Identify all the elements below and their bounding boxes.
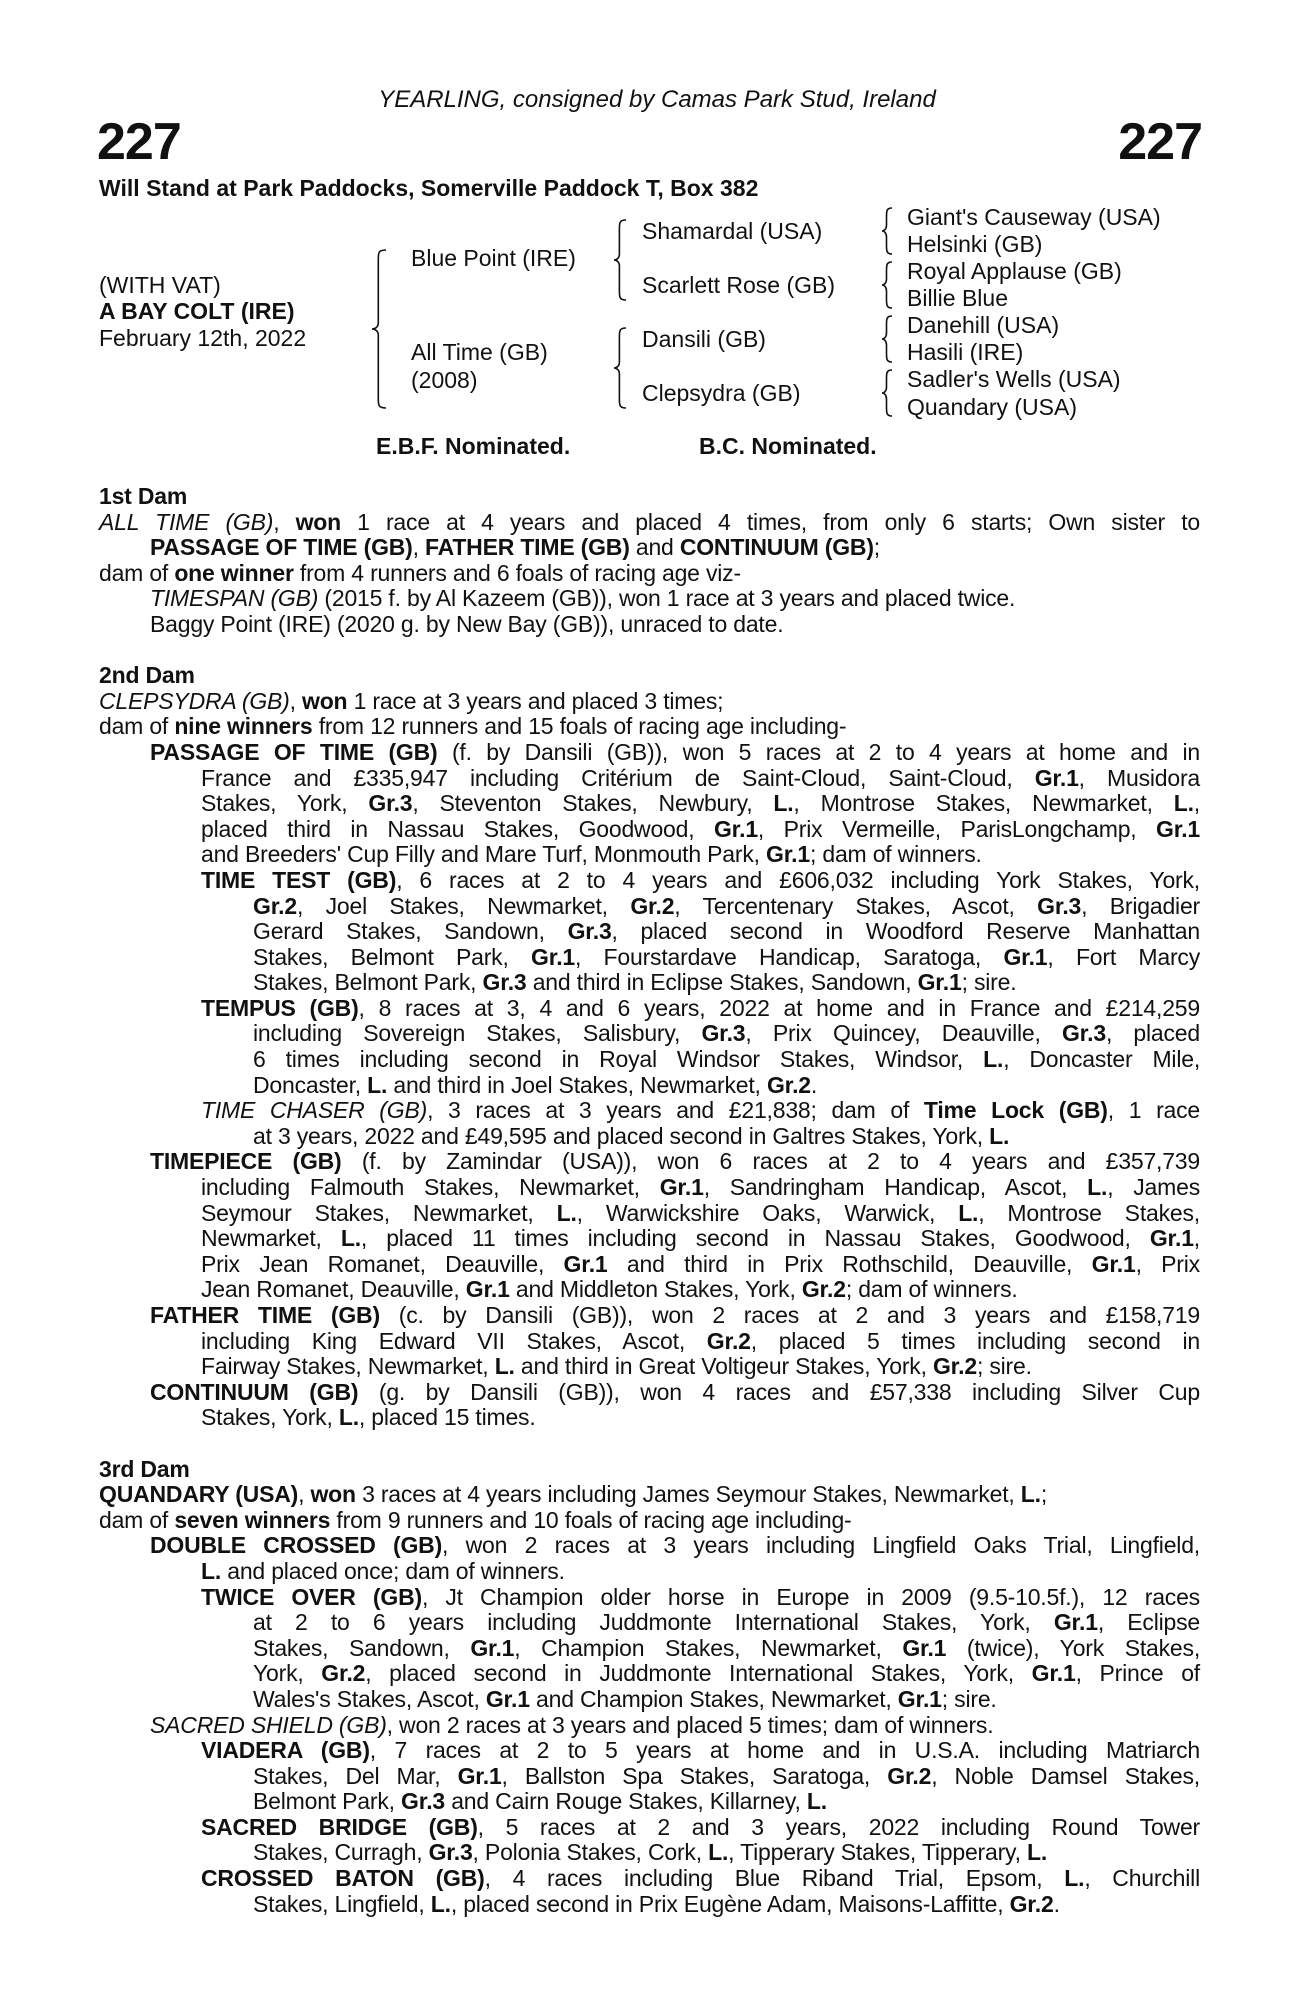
text-run: 1 race at 3 years and placed 3 times;: [347, 687, 724, 714]
lot-number-right: 227: [1118, 113, 1202, 171]
sire-sire: Shamardal (USA): [642, 218, 823, 244]
text-run: placed third in Nassau Stakes, Goodwood,: [201, 815, 714, 842]
text-line: [99, 689, 1200, 715]
text-run: , placed 5 times including second in: [750, 1327, 1201, 1354]
text-run: 3 races at 4 years including James Seymour Stakes, Newmarket,: [355, 1481, 1021, 1508]
text-run: (2015 f. by Al Kazeem (GB)), won 1 race at 3 years and placed twice.: [318, 585, 1016, 612]
text-run: ; dam of winners.: [845, 1276, 1018, 1303]
bold-text: VIADERA (GB): [201, 1737, 370, 1764]
text-line: [150, 1149, 1200, 1175]
bold-text: CROSSED BATON (GB): [201, 1865, 485, 1892]
text-run: Baggy Point (IRE) (2020 g. by New Bay (GB)), unraced to date.: [150, 610, 784, 637]
bold-text: Gr.1: [1003, 943, 1048, 970]
lot-name: A BAY COLT (IRE): [99, 298, 295, 324]
text-run: and Middleton Stakes, York,: [509, 1276, 802, 1303]
text-run: , 7 races at 2 to 5 years at home and in U.S.A. including Matriarch: [369, 1737, 1200, 1764]
bold-text: L.: [1027, 1839, 1048, 1866]
dam: All Time (GB): [411, 339, 548, 365]
sire: Blue Point (IRE): [411, 245, 576, 271]
bold-text: Gr.2: [1009, 1890, 1054, 1917]
bold-text: L.: [1087, 1174, 1108, 1201]
bold-text: L.: [367, 1071, 388, 1098]
produce-entry: [0, 1149, 1314, 1303]
text-run: Seymour Stakes, Newmarket,: [201, 1199, 557, 1226]
text-run: , Warwickshire Oaks, Warwick,: [576, 1199, 959, 1226]
bold-text: FATHER TIME (GB): [425, 534, 630, 561]
gen4-ancestor: Billie Blue: [907, 285, 1008, 311]
text-line: [253, 970, 1200, 996]
italic-text: CLEPSYDRA (GB): [99, 687, 290, 714]
text-line: [253, 1687, 1200, 1713]
text-line: [253, 1021, 1200, 1047]
text-run: , Joel Stakes, Newmarket,: [296, 892, 631, 919]
text-run: , Fourstardave Handicap, Saratoga,: [575, 943, 1004, 970]
text-run: , 6 races at 2 to 4 years and £606,032 including York Stakes, York,: [396, 866, 1200, 893]
text-run: ;: [1040, 1481, 1048, 1508]
text-run: , Jt Champion older horse in Europe in 2009 (9.5-10.5f.), 12 races: [421, 1583, 1200, 1610]
text-line: [201, 1329, 1200, 1355]
text-line: [253, 1764, 1200, 1790]
bold-text: L.: [1173, 790, 1194, 817]
text-run: Stakes, Belmont Park,: [253, 969, 483, 996]
text-run: , placed: [1105, 1020, 1200, 1047]
bold-text: Gr.2: [253, 892, 297, 919]
ebf-nomination: E.B.F. Nominated.: [376, 433, 571, 459]
text-line: [253, 1789, 1200, 1815]
consignor-line: YEARLING, consigned by Camas Park Stud, Ireland: [378, 86, 936, 113]
gen4-ancestor: Helsinki (GB): [907, 231, 1043, 257]
produce-entry: [0, 1713, 1314, 1739]
text-run: , Polonia Stakes, Cork,: [472, 1839, 709, 1866]
text-run: ; dam of winners.: [809, 841, 982, 868]
bold-text: seven winners: [174, 1506, 331, 1533]
text-run: (g. by Dansili (GB)), won 4 races and £57,338 including Silver Cup: [358, 1378, 1200, 1405]
gen4-ancestor: Sadler's Wells (USA): [907, 366, 1121, 392]
bold-text: TEMPUS (GB): [201, 994, 359, 1021]
bold-text: Gr.1: [531, 943, 575, 970]
text-line: [150, 740, 1200, 766]
bold-text: Gr.1: [917, 969, 962, 996]
grandproduce-entry: [0, 1585, 1314, 1713]
brace-icon: [372, 250, 386, 408]
bold-text: Gr.3: [1061, 1020, 1106, 1047]
text-run: dam of: [99, 559, 175, 586]
bold-text: Gr.2: [630, 892, 675, 919]
bold-text: L.: [958, 1199, 979, 1226]
second-dam-summary: [0, 689, 1314, 715]
text-line: [99, 561, 1200, 587]
catalogue-body: [0, 484, 1314, 1917]
bold-text: TIMEPIECE (GB): [150, 1148, 342, 1175]
text-run: ; sire.: [941, 1685, 997, 1712]
text-line: [253, 945, 1200, 971]
bold-text: Gr.1: [465, 1276, 510, 1303]
text-run: from 4 runners and 6 foals of racing age viz-: [293, 559, 741, 586]
dam-sire: Dansili (GB): [642, 326, 766, 352]
text-run: ,: [298, 1481, 311, 1508]
text-run: ,: [412, 534, 426, 561]
text-run: , Montrose Stakes, Newmarket,: [793, 790, 1174, 817]
text-run: , Ballston Spa Stakes, Saratoga,: [501, 1762, 888, 1789]
text-run: Gerard Stakes, Sandown,: [253, 918, 568, 945]
bold-text: won: [310, 1481, 356, 1508]
text-run: , Sandringham Handicap, Ascot,: [703, 1174, 1088, 1201]
bold-text: QUANDARY (USA): [99, 1481, 299, 1508]
text-line: [150, 535, 1200, 561]
text-run: , Musidora: [1078, 764, 1201, 791]
text-run: Stakes, Belmont Park,: [253, 943, 532, 970]
text-run: (f. by Zamindar (USA)), won 6 races at 2 to 4 years and £357,739: [341, 1148, 1200, 1175]
text-run: ,: [1193, 790, 1200, 817]
text-line: [99, 510, 1200, 536]
text-run: , Brigadier: [1081, 892, 1201, 919]
grandproduce-entry: [0, 868, 1314, 996]
bold-text: Gr.2: [801, 1276, 846, 1303]
bold-text: Gr.3: [701, 1020, 746, 1047]
text-line: [150, 1380, 1200, 1406]
text-run: 1 race at 4 years and placed 4 times, from only 6 starts; Own sister to: [340, 508, 1200, 535]
text-line: [99, 1482, 1200, 1508]
text-run: ,: [273, 508, 296, 535]
text-run: Newmarket,: [201, 1225, 341, 1252]
text-run: , Montrose Stakes,: [978, 1199, 1200, 1226]
text-run: , Noble Damsel Stakes,: [931, 1762, 1200, 1789]
text-run: , Prince of: [1075, 1660, 1200, 1687]
bold-text: L.: [201, 1557, 222, 1584]
text-line: [201, 1559, 1200, 1585]
sire-dam: Scarlett Rose (GB): [642, 272, 835, 298]
bold-text: won: [295, 508, 341, 535]
bold-text: L.: [430, 1890, 451, 1917]
text-run: , placed 11 times including second in Nassau Stakes, Goodwood,: [360, 1225, 1150, 1252]
text-line: [253, 1610, 1200, 1636]
second-dam-produce-summary: [0, 714, 1314, 740]
text-run: Jean Romanet, Deauville,: [201, 1276, 466, 1303]
text-run: Stakes, Lingfield,: [253, 1890, 431, 1917]
produce-entry: [0, 740, 1314, 868]
text-run: and: [629, 534, 680, 561]
italic-text: ALL TIME (GB): [99, 508, 274, 535]
text-run: , placed second in Juddmonte International Stakes, York,: [365, 1660, 1032, 1687]
text-line: [150, 612, 1200, 638]
text-run: 6 times including second in Royal Windsor Stakes, Windsor,: [253, 1046, 984, 1073]
text-line: [253, 1124, 1200, 1150]
text-run: Doncaster,: [253, 1071, 368, 1098]
text-run: , Fort Marcy: [1047, 943, 1201, 970]
text-run: and placed once; dam of winners.: [221, 1557, 565, 1584]
italic-text: SACRED SHIELD (GB): [150, 1711, 387, 1738]
bold-text: Time Lock (GB): [923, 1097, 1108, 1124]
text-run: at 3 years, 2022 and £49,595 and placed second in Galtres Stakes, York,: [253, 1122, 990, 1149]
bold-text: Gr.3: [567, 918, 612, 945]
text-line: [201, 1585, 1200, 1611]
third-dam-heading: 3rd Dam: [99, 1455, 190, 1482]
text-run: , won 2 races at 3 years including Lingfield Oaks Trial, Lingfield,: [442, 1532, 1200, 1559]
bold-text: Gr.2: [321, 1660, 366, 1687]
text-run: , placed 15 times.: [358, 1404, 536, 1431]
text-run: and third in Eclipse Stakes, Sandown,: [526, 969, 918, 996]
text-run: Belmont Park,: [253, 1788, 402, 1815]
text-run: (f. by Dansili (GB)), won 5 races at 2 to 4 years at home and in: [437, 738, 1200, 765]
text-line: [253, 1661, 1200, 1687]
text-line: [201, 842, 1200, 868]
text-line: [201, 817, 1200, 843]
text-run: dam of: [99, 713, 175, 740]
text-line: [201, 1175, 1200, 1201]
bold-text: Gr.1: [470, 1634, 515, 1661]
bold-text: FATHER TIME (GB): [150, 1302, 380, 1328]
vat-note: (WITH VAT): [99, 272, 221, 298]
bold-text: one winner: [174, 559, 294, 586]
bold-text: SACRED BRIDGE (GB): [201, 1813, 478, 1840]
text-run: Fairway Stakes, Newmarket,: [201, 1353, 495, 1380]
bold-text: Gr.1: [457, 1762, 502, 1789]
brace-icon: [882, 370, 892, 416]
text-run: Stakes, Sandown,: [253, 1634, 471, 1661]
text-run: , 1 race: [1107, 1097, 1201, 1124]
bold-text: Gr.1: [897, 1685, 942, 1712]
text-run: France and £335,947 including Critérium de Saint-Cloud, Saint-Cloud,: [201, 764, 1035, 791]
bold-text: L.: [338, 1404, 359, 1431]
text-run: , 3 races at 3 years and £21,838; dam of: [427, 1097, 924, 1124]
text-run: , placed second in Woodford Reserve Manhattan: [611, 918, 1200, 945]
dam-year: (2008): [411, 367, 478, 393]
text-run: including Falmouth Stakes, Newmarket,: [201, 1174, 660, 1201]
text-run: , James: [1107, 1174, 1200, 1201]
bold-text: PASSAGE OF TIME (GB): [150, 738, 438, 765]
bold-text: Gr.1: [1031, 1660, 1076, 1687]
bold-text: L.: [1064, 1865, 1085, 1892]
text-run: , Tipperary Stakes, Tipperary,: [728, 1839, 1028, 1866]
bold-text: L.: [806, 1788, 827, 1815]
gen4-ancestor: Royal Applause (GB): [907, 258, 1122, 284]
grandproduce-entry: [0, 1866, 1314, 1917]
brace-icon: [882, 262, 892, 308]
text-line: [201, 1252, 1200, 1278]
text-line: [253, 1840, 1200, 1866]
text-line: [253, 1073, 1200, 1099]
text-line: [201, 1738, 1200, 1764]
bold-text: Gr.1: [563, 1250, 608, 1277]
text-run: (twice), York Stakes,: [946, 1634, 1201, 1661]
text-run: including Sovereign Stakes, Salisbury,: [253, 1020, 702, 1047]
text-run: ; sire.: [961, 969, 1017, 996]
third-dam-produce-summary: [0, 1508, 1314, 1534]
bold-text: Gr.3: [428, 1839, 473, 1866]
bold-text: won: [302, 687, 348, 714]
produce-entry: [0, 1303, 1314, 1380]
text-line: [201, 766, 1200, 792]
gen4-ancestor: Danehill (USA): [907, 312, 1060, 338]
bold-text: DOUBLE CROSSED (GB): [150, 1532, 443, 1559]
text-run: Stakes, Del Mar,: [253, 1762, 458, 1789]
text-line: [201, 1815, 1200, 1841]
bold-text: Gr.2: [706, 1327, 751, 1354]
text-run: ,: [289, 687, 303, 714]
bold-text: Gr.3: [401, 1788, 446, 1815]
text-run: (c. by Dansili (GB)), won 2 races at 2 and 3 years and £158,719: [379, 1302, 1200, 1328]
text-run: at 2 to 6 years including Juddmonte International Stakes, York,: [253, 1609, 1054, 1636]
text-run: ;: [873, 534, 880, 561]
bold-text: Gr.1: [485, 1685, 530, 1712]
text-run: Stakes, York,: [201, 790, 369, 817]
bold-text: Gr.1: [659, 1174, 704, 1201]
bold-text: Gr.1: [1034, 764, 1079, 791]
italic-text: TIME CHASER (GB): [201, 1097, 428, 1124]
text-line: [253, 1892, 1200, 1918]
bold-text: Gr.3: [368, 790, 413, 817]
text-line: [201, 1226, 1200, 1252]
bold-text: nine winners: [174, 713, 313, 740]
bold-text: L.: [983, 1046, 1004, 1073]
text-line: [201, 791, 1200, 817]
lot-number-left: 227: [97, 113, 181, 171]
text-line: [201, 1201, 1200, 1227]
bold-text: Gr.2: [766, 1071, 811, 1098]
gen4-ancestor: Quandary (USA): [907, 394, 1078, 420]
brace-icon: [882, 316, 892, 362]
text-run: , won 2 races at 3 years and placed 5 times; dam of winners.: [386, 1711, 994, 1738]
bold-text: Gr.1: [902, 1634, 947, 1661]
first-dam-heading: 1st Dam: [99, 483, 188, 509]
text-run: , 4 races including Blue Riband Trial, Epsom,: [484, 1865, 1065, 1892]
bold-text: L.: [773, 790, 794, 817]
second-dam-heading: 2nd Dam: [99, 662, 195, 689]
text-run: ; sire.: [976, 1353, 1032, 1380]
text-run: .: [1053, 1890, 1060, 1917]
text-run: and Breeders' Cup Filly and Mare Turf, Monmouth Park,: [201, 841, 767, 868]
text-run: Stakes, York,: [201, 1404, 339, 1431]
text-line: [99, 714, 1200, 740]
text-line: [201, 1098, 1200, 1124]
gen4-ancestor: Hasili (IRE): [907, 339, 1024, 365]
text-line: [201, 868, 1200, 894]
text-run: Prix Jean Romanet, Deauville,: [201, 1250, 564, 1277]
text-run: , Champion Stakes, Newmarket,: [514, 1634, 903, 1661]
bold-text: Gr.1: [1053, 1609, 1098, 1636]
bold-text: CONTINUUM (GB): [150, 1378, 359, 1405]
text-line: [150, 1303, 1200, 1329]
text-run: , Tercentenary Stakes, Ascot,: [674, 892, 1038, 919]
text-line: [201, 1866, 1200, 1892]
text-line: [201, 1277, 1200, 1303]
text-line: [150, 1713, 1200, 1739]
text-run: , Prix: [1135, 1250, 1200, 1277]
text-line: [150, 586, 1200, 612]
text-run: , Churchill: [1084, 1865, 1200, 1892]
grandproduce-entry: [0, 1815, 1314, 1866]
bold-text: Gr.1: [766, 841, 810, 868]
brace-icon: [614, 220, 626, 300]
brace-icon: [882, 208, 892, 254]
produce-entry: [0, 1533, 1314, 1584]
bold-text: L.: [1020, 1481, 1041, 1508]
bold-text: L.: [989, 1122, 1010, 1149]
text-run: , 5 races at 2 and 3 years, 2022 including Round Tower: [477, 1813, 1201, 1840]
text-run: Stakes, Curragh,: [253, 1839, 429, 1866]
text-line: [201, 1354, 1200, 1380]
text-line: [201, 1405, 1200, 1431]
stand-location: Will Stand at Park Paddocks, Somerville Paddock T, Box 382: [99, 175, 759, 201]
text-run: .: [810, 1071, 818, 1098]
text-line: [99, 1508, 1200, 1534]
bold-text: L.: [708, 1839, 729, 1866]
text-run: , Doncaster Mile,: [1003, 1046, 1201, 1073]
produce-entry: [0, 586, 1314, 612]
bold-text: TWICE OVER (GB): [201, 1583, 422, 1610]
text-run: and Champion Stakes, Newmarket,: [529, 1685, 898, 1712]
bold-text: Gr.3: [482, 969, 527, 996]
brace-icon: [614, 328, 626, 408]
bold-text: L.: [494, 1353, 515, 1380]
text-line: [150, 1533, 1200, 1559]
text-run: dam of: [99, 1506, 175, 1533]
bold-text: Gr.1: [1149, 1225, 1194, 1252]
italic-text: TIMESPAN (GB): [150, 585, 319, 612]
bold-text: CONTINUUM (GB): [679, 534, 874, 561]
produce-entry: [0, 1380, 1314, 1431]
bold-text: PASSAGE OF TIME (GB): [150, 534, 413, 561]
third-dam-summary: [0, 1482, 1314, 1508]
bc-nomination: B.C. Nominated.: [699, 433, 877, 459]
bold-text: Gr.2: [887, 1762, 932, 1789]
text-line: [253, 894, 1200, 920]
gen4-ancestor: Giant's Causeway (USA): [907, 204, 1161, 230]
text-line: [201, 996, 1200, 1022]
produce-entry: [0, 612, 1314, 638]
text-run: and third in Joel Stakes, Newmarket,: [387, 1071, 767, 1098]
text-run: including King Edward VII Stakes, Ascot,: [201, 1327, 707, 1354]
text-run: Wales's Stakes, Ascot,: [253, 1685, 486, 1712]
grandproduce-entry: [0, 1738, 1314, 1815]
text-run: , Steventon Stakes, Newbury,: [412, 790, 774, 817]
text-run: York,: [253, 1660, 322, 1687]
text-run: , Prix Quincey, Deauville,: [745, 1020, 1062, 1047]
text-run: and third in Great Voltigeur Stakes, York,: [514, 1353, 933, 1380]
text-line: [253, 1636, 1200, 1662]
bold-text: L.: [340, 1225, 361, 1252]
text-run: and Cairn Rouge Stakes, Killarney,: [445, 1788, 807, 1815]
bold-text: L.: [556, 1199, 577, 1226]
dam-dam: Clepsydra (GB): [642, 380, 801, 406]
bold-text: Gr.1: [713, 815, 758, 842]
bold-text: Gr.2: [932, 1353, 977, 1380]
text-run: , 8 races at 3, 4 and 6 years, 2022 at home and in France and £214,259: [358, 994, 1200, 1021]
text-run: , Prix Vermeille, ParisLongchamp,: [757, 815, 1157, 842]
first-dam-produce-summary: [0, 561, 1314, 587]
bold-text: TIME TEST (GB): [201, 866, 397, 893]
bold-text: Gr.3: [1037, 892, 1082, 919]
grandproduce-entry: [0, 996, 1314, 1098]
text-run: , placed second in Prix Eugène Adam, Maisons-Laffitte,: [450, 1890, 1010, 1917]
text-run: from 12 runners and 15 foals of racing age including-: [312, 713, 847, 740]
bold-text: Gr.1: [1156, 815, 1200, 842]
text-line: [253, 919, 1200, 945]
bold-text: Gr.1: [1091, 1250, 1136, 1277]
text-run: from 9 runners and 10 foals of racing age including-: [330, 1506, 852, 1533]
grandproduce-entry: [0, 1098, 1314, 1149]
text-run: , Eclipse: [1097, 1609, 1201, 1636]
text-run: ,: [1193, 1225, 1200, 1252]
text-line: [253, 1047, 1200, 1073]
text-run: and third in Prix Rothschild, Deauville,: [607, 1250, 1092, 1277]
first-dam-summary: [0, 510, 1314, 561]
foaling-date: February 12th, 2022: [99, 325, 307, 351]
